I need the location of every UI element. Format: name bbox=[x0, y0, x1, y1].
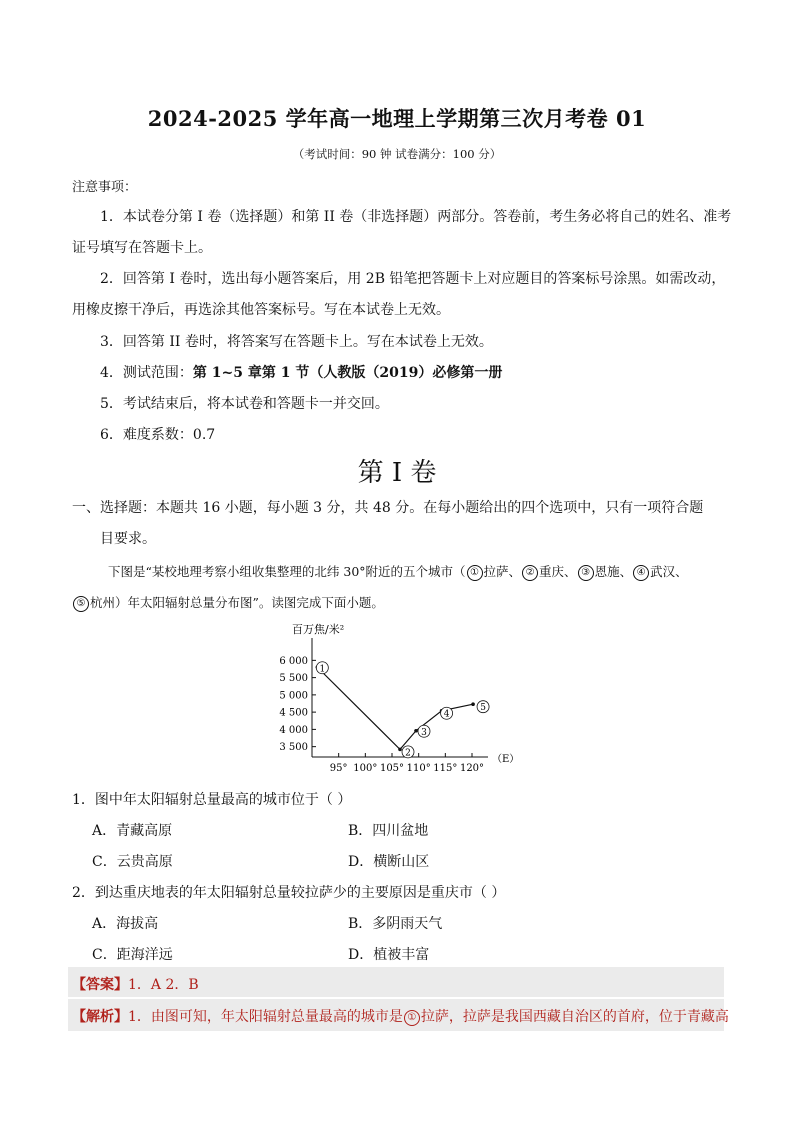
y-axis-label: 百万焦/米² bbox=[292, 623, 345, 636]
answer-tag: 【答案】 bbox=[72, 977, 128, 993]
city-marker-4: ④ bbox=[633, 565, 649, 581]
city-marker-2: ② bbox=[522, 565, 538, 581]
notice-heading: 注意事项： bbox=[72, 180, 138, 195]
point-label-2: 2 bbox=[405, 748, 411, 759]
question-1-option-c[interactable]: C．云贵高原 bbox=[92, 854, 173, 870]
notice-item-2-line-1: 2．回答第 I 卷时，选出每小题答案后，用 2B 铅笔把答题卡上对应题目的答案标号涂黑。如需改动， bbox=[100, 271, 726, 287]
x-tick-label: 95° bbox=[329, 763, 348, 774]
x-tick-label: 115° bbox=[433, 763, 458, 774]
y-tick-label: 6 000 bbox=[279, 655, 308, 667]
notice-item-4-scope: 第 1~5 章第 1 节（人教版（2019）必修第一册 bbox=[192, 365, 503, 381]
y-tick-label: 4 000 bbox=[279, 724, 308, 736]
solar-radiation-chart bbox=[270, 620, 530, 780]
analysis-line bbox=[72, 1006, 729, 1026]
section-title: 第 I 卷 bbox=[357, 458, 437, 488]
x-tick-label: 105° bbox=[379, 763, 405, 774]
question-stem-line-1 bbox=[108, 562, 688, 581]
analysis-text-a: 1．由图可知，年太阳辐射总量最高的城市是 bbox=[128, 1009, 403, 1025]
analysis-city-marker: ① bbox=[404, 1010, 420, 1026]
stem-text: 下图是“某校地理考察小组收集整理的北纬 30°附近的五个城市（ bbox=[108, 564, 466, 579]
answer-text: 1．A 2．B bbox=[128, 977, 199, 993]
question-1-option-b[interactable]: B．四川盆地 bbox=[348, 823, 429, 839]
exam-title: 2024-2025 学年高一地理上学期第三次月考卷 01 bbox=[147, 106, 647, 131]
question-2-option-c[interactable]: C．距海洋远 bbox=[92, 947, 173, 963]
city-marker-1: ① bbox=[467, 565, 483, 581]
notice-item-4 bbox=[100, 362, 502, 382]
y-tick-label: 5 500 bbox=[279, 673, 308, 685]
y-tick-label: 4 500 bbox=[279, 707, 308, 719]
city-name-2: 重庆、 bbox=[539, 564, 577, 579]
analysis-tag: 【解析】 bbox=[72, 1009, 128, 1025]
y-tick-label: 5 000 bbox=[279, 690, 308, 702]
point-label-1: 1 bbox=[319, 664, 326, 675]
notice-item-5: 5．考试结束后，将本试卷和答题卡一并交回。 bbox=[100, 396, 389, 412]
question-1-stem: 1．图中年太阳辐射总量最高的城市位于（ ） bbox=[72, 792, 352, 808]
notice-item-2-line-2: 用橡皮擦干净后，再选涂其他答案标号。写在本试卷上无效。 bbox=[72, 302, 450, 318]
point-label-5: 5 bbox=[480, 703, 486, 714]
notice-item-6: 6．难度系数：0.7 bbox=[100, 427, 216, 443]
city-marker-5: ⑤ bbox=[73, 596, 89, 612]
notice-item-4-prefix: 4．测试范围： bbox=[100, 365, 193, 381]
notice-item-1-line-1: 1．本试卷分第 I 卷（选择题）和第 II 卷（非选择题）两部分。答卷前，考生务必将自己的姓名、准考 bbox=[100, 209, 732, 225]
x-tick-label: 100° bbox=[353, 763, 378, 774]
data-point-3 bbox=[414, 729, 418, 733]
point-label-3: 3 bbox=[421, 727, 427, 738]
question-1-option-d[interactable]: D．横断山区 bbox=[348, 854, 430, 870]
data-point-2 bbox=[398, 748, 402, 752]
city-name-1: 拉萨、 bbox=[483, 564, 522, 579]
question-stem-line-2 bbox=[72, 593, 384, 612]
city-name-4: 武汉、 bbox=[650, 564, 688, 579]
question-2-stem: 2．到达重庆地表的年太阳辐射总量较拉萨少的主要原因是重庆市（ ） bbox=[72, 885, 506, 901]
y-tick-label: 3 500 bbox=[279, 742, 308, 754]
answer-line bbox=[72, 974, 199, 994]
city-name-3: 恩施、 bbox=[594, 564, 633, 579]
section-instruction-line-1: 一、选择题：本题共 16 小题，每小题 3 分，共 48 分。在每小题给出的四个选项中，只有一项符合题 bbox=[72, 500, 704, 516]
city-marker-3: ③ bbox=[578, 565, 594, 581]
analysis-text-b: 拉萨，拉萨是我国西藏自治区的首府，位于青藏高 bbox=[420, 1009, 729, 1025]
point-label-4: 4 bbox=[443, 709, 450, 720]
exam-subtitle: （考试时间：90 钟 试卷满分：100 分） bbox=[292, 147, 502, 161]
question-2-option-a[interactable]: A．海拔高 bbox=[92, 916, 159, 932]
question-1-option-a[interactable]: A．青藏高原 bbox=[92, 823, 173, 839]
x-tick-label: 120° bbox=[459, 763, 485, 774]
data-point-5 bbox=[471, 702, 475, 706]
question-2-option-b[interactable]: B．多阴雨天气 bbox=[348, 916, 443, 932]
x-tick-label: 110° bbox=[406, 763, 431, 774]
question-2-option-d[interactable]: D．植被丰富 bbox=[348, 947, 430, 963]
notice-item-3: 3．回答第 II 卷时，将答案写在答题卡上。写在本试卷上无效。 bbox=[100, 334, 493, 350]
section-instruction-line-2: 目要求。 bbox=[100, 531, 156, 547]
notice-item-1-line-2: 证号填写在答题卡上。 bbox=[72, 240, 212, 256]
x-axis-unit: （E） bbox=[492, 754, 520, 765]
city-name-5: 杭州）年太阳辐射总量分布图”。读图完成下面小题。 bbox=[90, 595, 384, 610]
